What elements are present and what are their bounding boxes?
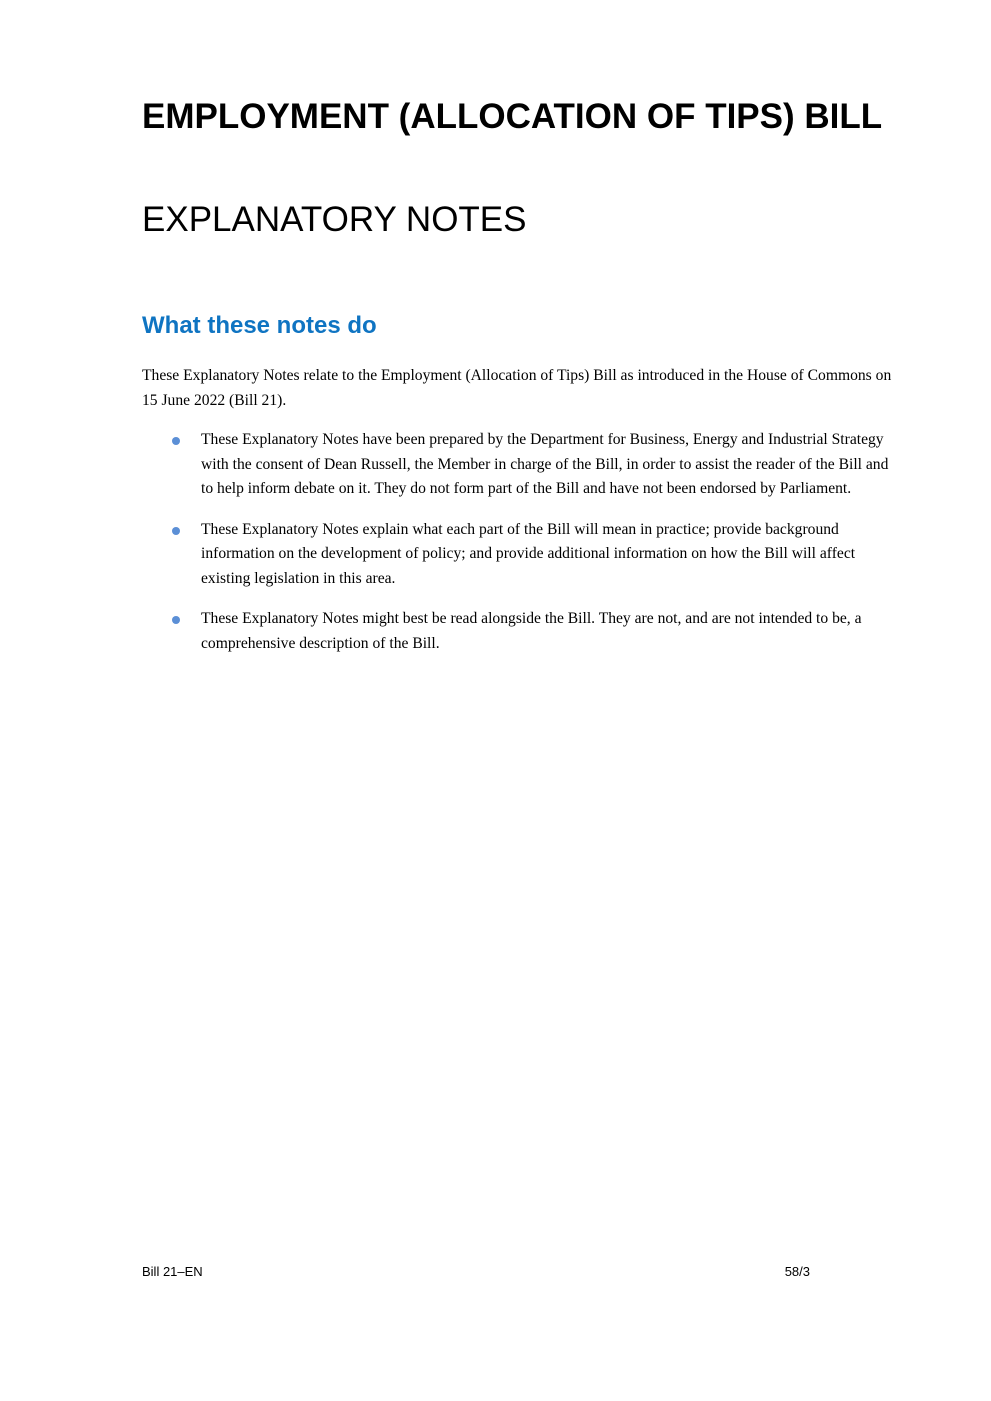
document-title: EMPLOYMENT (ALLOCATION OF TIPS) BILL [142, 97, 883, 136]
footer-print-code: 58/3 [784, 1264, 810, 1279]
bullet-text: These Explanatory Notes might best be read alongside the Bill. They are not, and are not intended to be, a comprehensive description of the Bill. [201, 610, 862, 652]
section-heading: What these notes do [142, 312, 377, 339]
bullet-dot-icon [172, 616, 180, 624]
footer-bill-reference: Bill 21–EN [142, 1264, 203, 1279]
bullet-text: These Explanatory Notes explain what each part of the Bill will mean in practice; provide background information on the development of policy; and provide additional information on how the Bill will affect existing legislation in this area. [201, 520, 856, 587]
bullet-item [170, 518, 904, 592]
bullet-dot-icon [172, 437, 180, 445]
bullet-item [170, 428, 904, 502]
intro-paragraph: These Explanatory Notes relate to the Employment (Allocation of Tips) Bill as introduced in the House of Commons on 15 June 2022 (Bill 21). [142, 367, 892, 409]
bullet-text: These Explanatory Notes have been prepared by the Department for Business, Energy and Industrial Strategy with the consent of Dean Russell, the Member in charge of the Bill, in order to assist the reader of the Bill and to help inform debate on it. They do not form part of the Bill and have not been endorsed by Parliament. [201, 431, 889, 497]
bullet-dot-icon [172, 527, 180, 535]
document-subtitle: EXPLANATORY NOTES [142, 200, 527, 239]
bullet-item [170, 607, 904, 656]
bullet-list [170, 428, 904, 672]
